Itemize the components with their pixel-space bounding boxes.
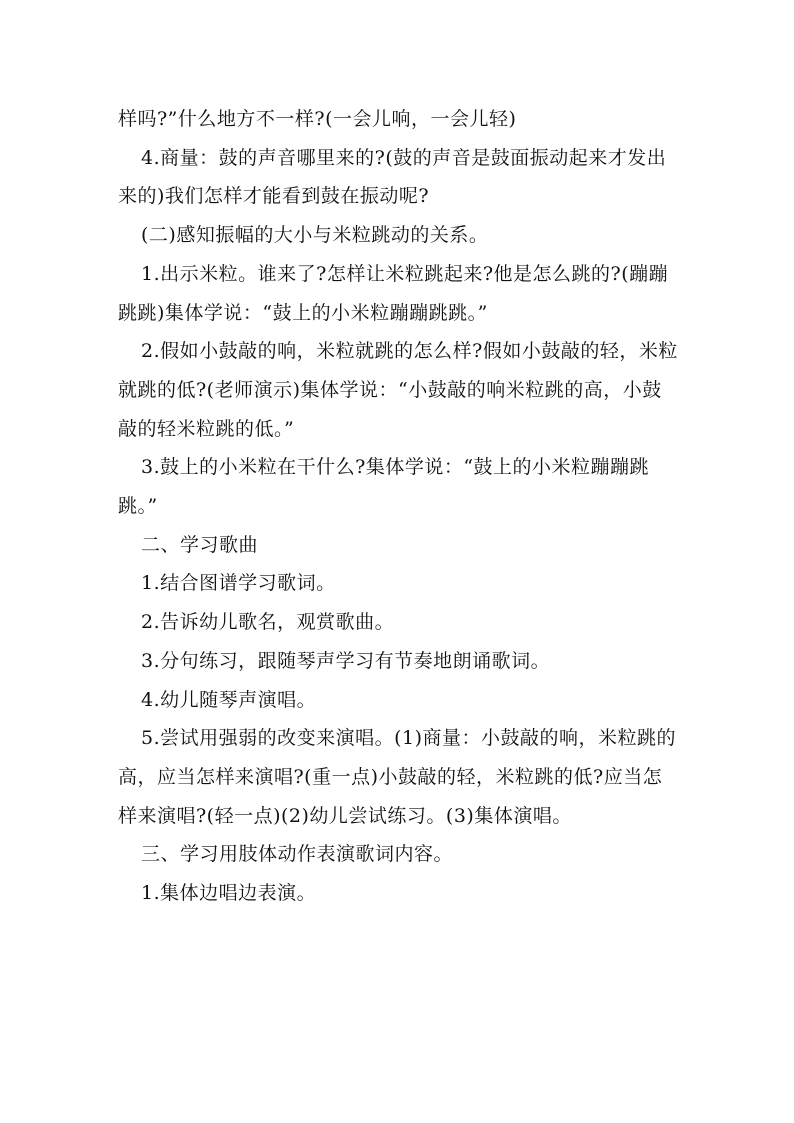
section-heading-learn-song: 二、学习歌曲 xyxy=(141,533,259,556)
paragraph-step-3-rice: 3.鼓上的小米粒在干什么?集体学说：“鼓上的小米粒蹦蹦跳跳。” xyxy=(118,456,650,518)
paragraph-continuation: 样吗?”什么地方不一样?(一会儿响，一会儿轻) xyxy=(118,108,517,130)
paragraph-movement-step-1: 1.集体边唱边表演。 xyxy=(141,882,317,905)
paragraph-song-step-1: 1.结合图谱学习歌词。 xyxy=(141,572,336,595)
paragraph-song-step-4: 4.幼儿随琴声演唱。 xyxy=(141,688,317,711)
document-body xyxy=(118,100,678,913)
paragraph-song-step-3: 3.分句练习，跟随琴声学习有节奏地朗诵歌词。 xyxy=(141,649,551,672)
paragraph-song-step-2: 2.告诉幼儿歌名，观赏歌曲。 xyxy=(141,611,395,634)
section-heading-body-movement: 三、学习用肢体动作表演歌词内容。 xyxy=(141,843,454,866)
paragraph-step-4: 4.商量：鼓的声音哪里来的?(鼓的声音是鼓面振动起来才发出来的)我们怎样才能看到鼓在振动呢? xyxy=(118,146,667,208)
paragraph-step-2-rice: 2.假如小鼓敲的响，米粒就跳的怎么样?假如小鼓敲的轻，米粒就跳的低?(老师演示)集体学说：“小鼓敲的响米粒跳的高，小鼓敲的轻米粒跳的低。” xyxy=(118,340,678,440)
section-heading-2: (二)感知振幅的大小与米粒跳动的关系。 xyxy=(141,224,489,247)
paragraph-step-1-rice: 1.出示米粒。谁来了?怎样让米粒跳起来?他是怎么跳的?(蹦蹦跳跳)集体学说：“鼓上的小米粒蹦蹦跳跳。” xyxy=(118,262,669,324)
paragraph-song-step-5: 5.尝试用强弱的改变来演唱。(1)商量：小鼓敲的响，米粒跳的高，应当怎样来演唱?(重一点)小鼓敲的轻，米粒跳的低?应当怎样来演唱?(轻一点)(2)幼儿尝试练习。(3)集体演唱。 xyxy=(118,727,677,827)
